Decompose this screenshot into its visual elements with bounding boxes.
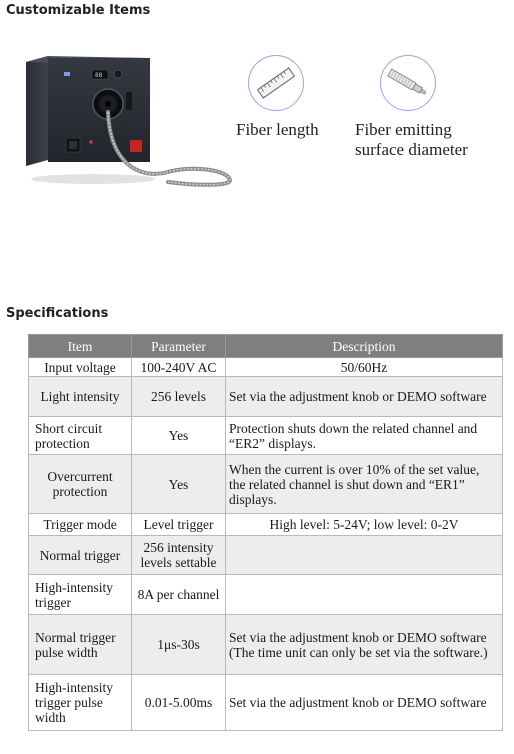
table-row xyxy=(29,675,503,731)
fiber-diameter-caption: Fiber emitting surface diameter xyxy=(355,120,468,159)
header-item: Item xyxy=(29,335,132,358)
row-parameter: 8A per channel xyxy=(132,575,226,615)
row-description: Set via the adjustment knob or DEMO software (The time unit can only be set via the software.) xyxy=(226,615,503,675)
row-item: Normal trigger pulse width xyxy=(29,615,132,675)
row-description: 50/60Hz xyxy=(226,358,503,377)
row-item: Input voltage xyxy=(29,358,132,377)
row-item: High-intensity trigger xyxy=(29,575,132,615)
fiber-length-circle xyxy=(248,55,304,111)
row-parameter: 256 intensity levels settable xyxy=(132,536,226,575)
svg-text:88: 88 xyxy=(95,72,103,79)
row-parameter: Level trigger xyxy=(132,514,226,536)
row-item: Overcurrent protection xyxy=(29,455,132,514)
row-item: Normal trigger xyxy=(29,536,132,575)
fiber-diameter-circle xyxy=(380,55,436,111)
row-item: Light intensity xyxy=(29,377,132,417)
row-parameter: Yes xyxy=(132,455,226,514)
row-item: Short circuit protection xyxy=(29,417,132,455)
header-parameter: Parameter xyxy=(132,335,226,358)
row-description: High level: 5-24V; low level: 0-2V xyxy=(226,514,503,536)
table-row xyxy=(29,417,503,455)
table-row xyxy=(29,514,503,536)
customizable-items-heading: Customizable Items xyxy=(6,3,151,18)
ruler-icon xyxy=(249,56,303,110)
table-row xyxy=(29,377,503,417)
row-item: Trigger mode xyxy=(29,514,132,536)
row-description xyxy=(226,575,503,615)
table-row xyxy=(29,455,503,514)
fiber-tip-icon xyxy=(381,56,435,110)
row-parameter: Yes xyxy=(132,417,226,455)
row-description: When the current is over 10% of the set value, the related channel is shut down and “ER1” displays. xyxy=(226,455,503,514)
table-header-row xyxy=(29,335,503,358)
specifications-heading: Specifications xyxy=(6,306,109,321)
table-row xyxy=(29,615,503,675)
row-parameter: 1μs-30s xyxy=(132,615,226,675)
row-description: Set via the adjustment knob or DEMO software xyxy=(226,377,503,417)
row-description: Protection shuts down the related channel and “ER2” displays. xyxy=(226,417,503,455)
row-parameter: 256 levels xyxy=(132,377,226,417)
fiber-length-caption: Fiber length xyxy=(236,120,319,139)
table-row xyxy=(29,536,503,575)
row-description xyxy=(226,536,503,575)
light-source-controller-image xyxy=(18,52,243,187)
row-item: High-intensity trigger pulse width xyxy=(29,675,132,731)
table-row xyxy=(29,358,503,377)
table-row xyxy=(29,575,503,615)
header-description: Description xyxy=(226,335,503,358)
row-description: Set via the adjustment knob or DEMO software xyxy=(226,675,503,731)
row-parameter: 100-240V AC xyxy=(132,358,226,377)
row-parameter: 0.01-5.00ms xyxy=(132,675,226,731)
specifications-table xyxy=(28,334,503,731)
